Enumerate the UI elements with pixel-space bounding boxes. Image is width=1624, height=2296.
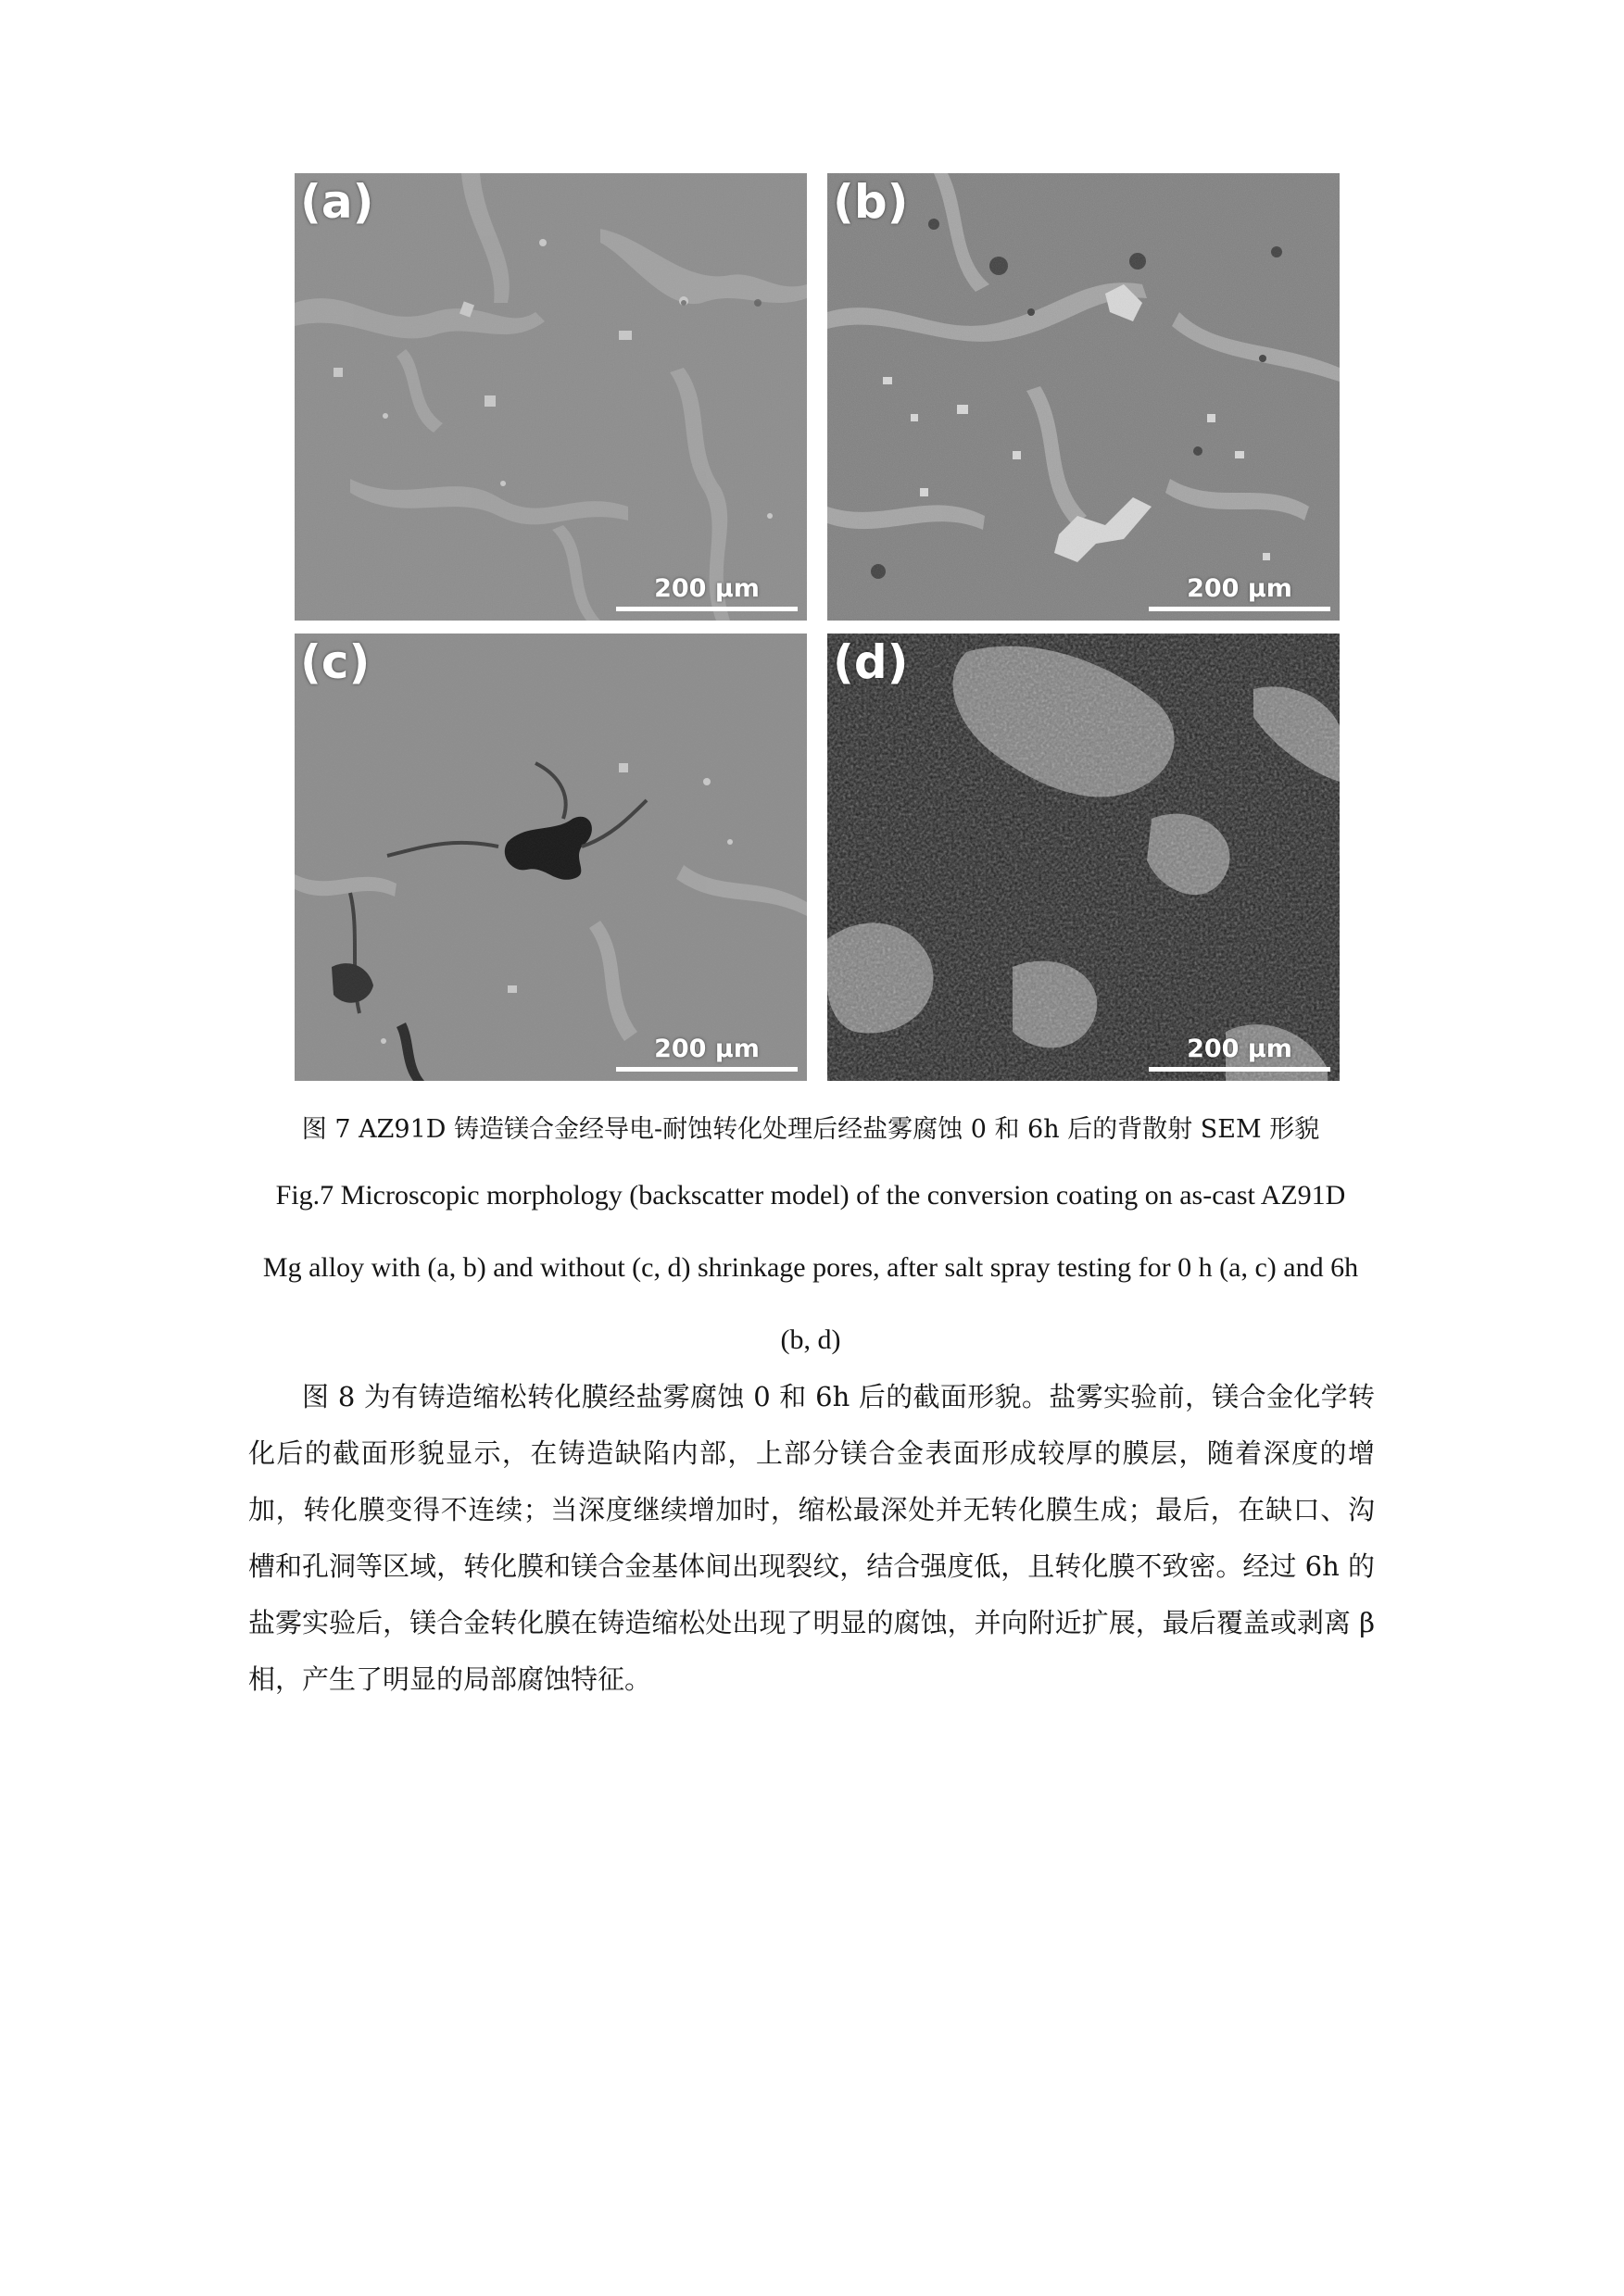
- sem-image-d: [827, 634, 1340, 1081]
- sem-figure: [295, 173, 1340, 1081]
- scale-bar-c: [616, 1035, 798, 1072]
- figure-caption-en-line-2: Mg alloy with (a, b) and without (c, d) shrinkage pores, after salt spray testing for 0 h (a, c) and 6h: [262, 1252, 1359, 1283]
- body-paragraph-block: [248, 1369, 1375, 1708]
- sem-panel-b: [827, 173, 1340, 621]
- scale-text-a: 200 μm: [654, 574, 760, 603]
- sem-image-c: [295, 634, 807, 1081]
- scale-text-d: 200 μm: [1187, 1035, 1292, 1063]
- figure-caption-en-line-3: (b, d): [780, 1324, 841, 1355]
- sem-panel-c: [295, 634, 807, 1081]
- sem-panel-d: [827, 634, 1340, 1081]
- scale-text-b: 200 μm: [1187, 574, 1292, 603]
- panel-label-c: (c): [300, 635, 371, 689]
- scale-line-d: [1149, 1067, 1330, 1072]
- scale-line-a: [616, 607, 798, 611]
- scale-bar-b: [1149, 574, 1330, 611]
- sem-panel-a: [295, 173, 807, 621]
- sem-image-b: [827, 173, 1340, 621]
- sem-image-a: [295, 173, 807, 621]
- panel-label-d: (d): [833, 635, 909, 689]
- panel-label-b: (b): [833, 175, 909, 229]
- figure-caption-zh: 图 7 AZ91D 铸造镁合金经导电-耐蚀转化处理后经盐雾腐蚀 0 和 6h 后的背散射 SEM 形貌: [301, 1115, 1320, 1144]
- figure-caption-en-line-1: Fig.7 Microscopic morphology (backscatter model) of the conversion coating on as-cast AZ91D: [275, 1180, 1346, 1211]
- body-paragraph: 图 8 为有铸造缩松转化膜经盐雾腐蚀 0 和 6h 后的截面形貌。盐雾实验前，镁合金化学转化后的截面形貌显示，在铸造缺陷内部，上部分镁合金表面形成较厚的膜层，随着深度的增加，转化膜变得不连续；当深度继续增加时，缩松最深处并无转化膜生成；最后，在缺口、沟槽和孔洞等区域，转化膜和镁合金基体间出现裂纹，结合强度低，且转化膜不致密。经过 6h 的盐雾实验后，镁合金转化膜在铸造缩松处出现了明显的腐蚀，并向附近扩展，最后覆盖或剥离 β 相，产生了明显的局部腐蚀特征。: [248, 1381, 1375, 1695]
- scale-text-c: 200 μm: [654, 1035, 760, 1063]
- scale-bar-a: [616, 574, 798, 611]
- scale-bar-d: [1149, 1035, 1330, 1072]
- scale-line-c: [616, 1067, 798, 1072]
- scale-line-b: [1149, 607, 1330, 611]
- panel-label-a: (a): [300, 175, 374, 229]
